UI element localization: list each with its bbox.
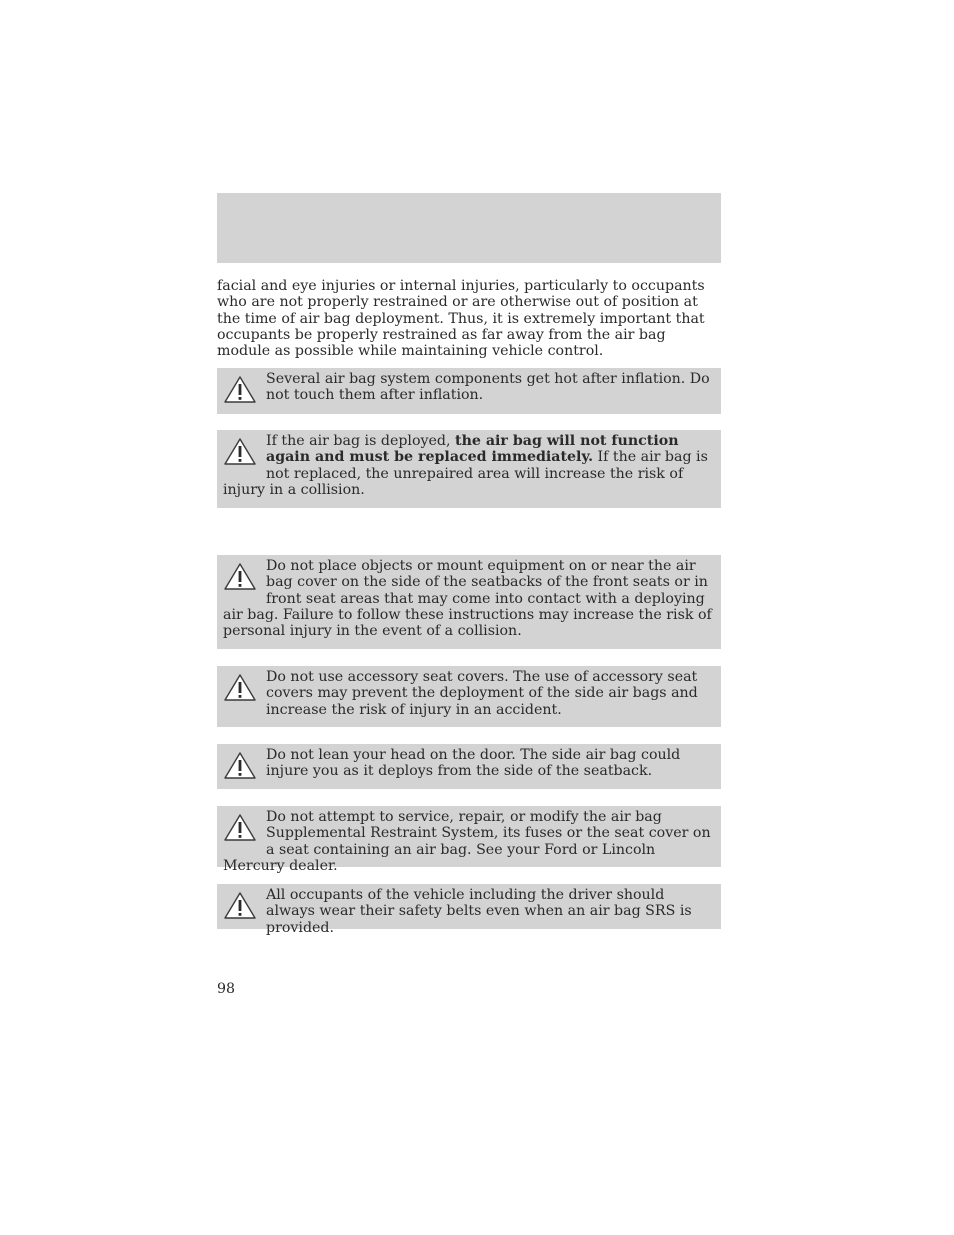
warning-triangle-icon [223,751,259,781]
warning-triangle-icon [223,813,259,843]
warning-text-before: If the air bag is deployed, [266,433,456,449]
warning-text: Do not lean your head on the door. The side air bag could injure you as it deploys from the side of the seatback. [266,747,681,780]
warning-box-service-repair [217,806,721,874]
warning-text: Do not attempt to service, repair, or modify the air bag Supplemental Restraint System, its fuses or the seat cover on a seat containing an air bag. See your Ford or Lincoln Mercury dealer. [223,809,711,874]
warning-triangle-icon [223,437,259,467]
warning-text: Several air bag system components get hot after inflation. Do not touch them after inflation. [266,371,710,404]
warning-box-deployed [217,430,721,508]
warning-triangle-icon [223,375,259,405]
warning-text: Do not place objects or mount equipment on or near the air bag cover on the side of the seatbacks of the front seats or in front seat areas that may come into contact with a deploying air bag. Failure to follow these instructions may increase the risk of personal injury in the event of a collision. [223,558,712,640]
warning-box-objects-near-cover [217,555,721,649]
warning-box-seat-covers [217,666,721,727]
warning-box-hot-components [217,368,721,414]
warning-text-bold: the air bag will not function again and must be replaced immediately. [266,433,679,466]
warning-box-lean-head [217,744,721,789]
warning-triangle-icon [223,562,259,592]
warning-text [223,433,715,498]
warning-box-safety-belts [217,884,721,936]
warning-triangle-icon [223,891,259,921]
warning-text: Do not use accessory seat covers. The use of accessory seat covers may prevent the deployment of the side air bags and increase the risk of injury in an accident. [266,669,698,718]
warning-text-after: If the air bag is not replaced, the unrepaired area will increase the risk of injury in a collision. [223,449,708,498]
page-number: 98 [217,981,236,997]
section-header-band [217,193,721,263]
warning-triangle-icon [223,673,259,703]
intro-paragraph: facial and eye injuries or internal injuries, particularly to occupants who are not properly restrained or are otherwise out of position at the time of air bag deployment. Thus, it is extremely important that occupants be properly restrained as far away from the air bag module as possible while maintaining vehicle control. [217,278,705,360]
warning-text: All occupants of the vehicle including the driver should always wear their safety belts even when an air bag SRS is provided. [266,887,692,936]
